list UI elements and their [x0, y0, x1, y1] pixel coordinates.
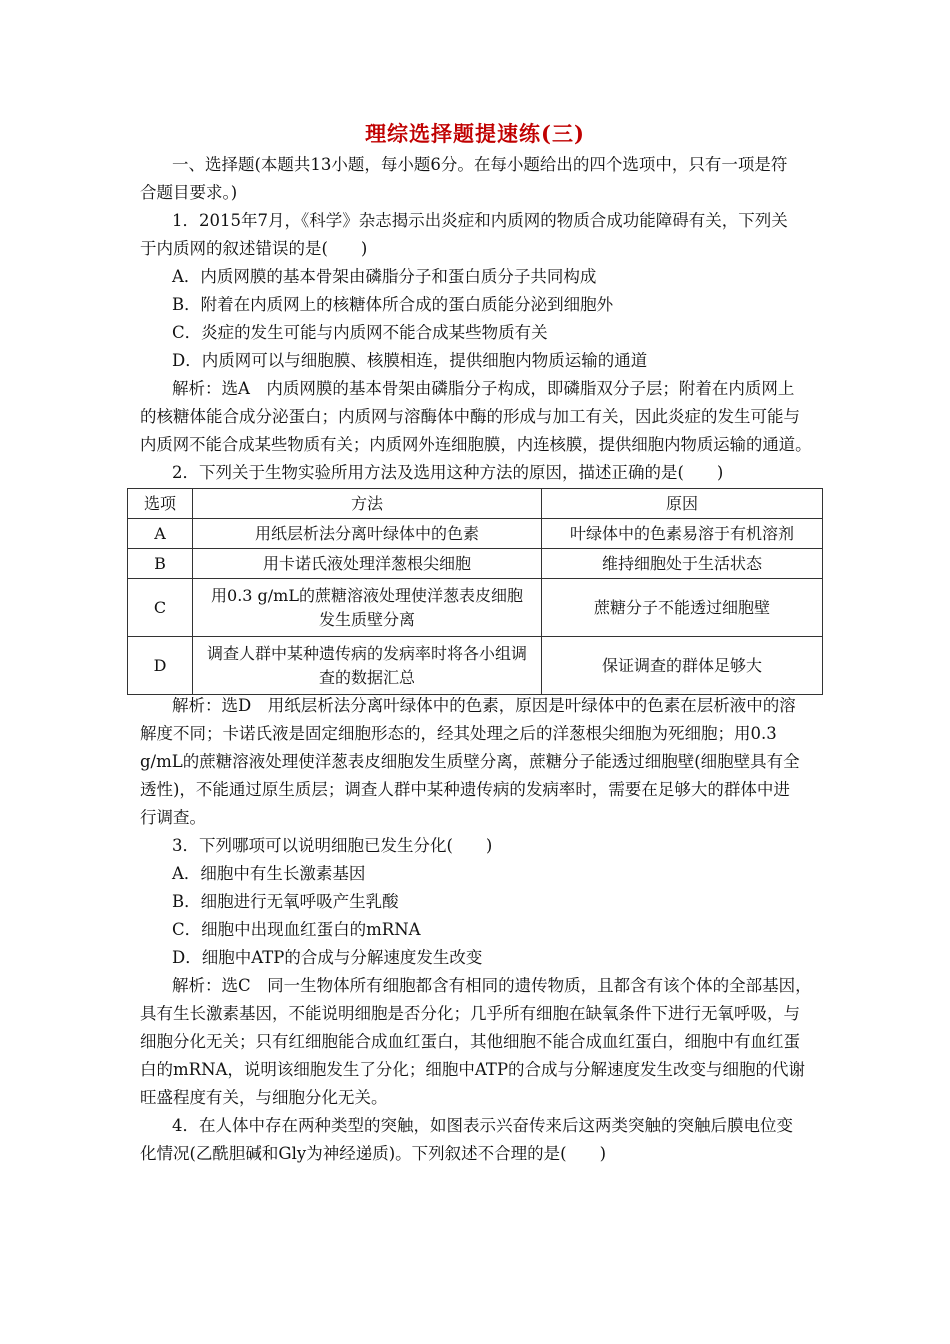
method-text: 查的数据汇总	[318, 667, 415, 687]
q1-option-c: C．炎症的发生可能与内质网不能合成某些物质有关	[172, 323, 548, 342]
method-text: 发生质壁分离	[318, 609, 415, 629]
table-header-reason: 原因	[542, 489, 823, 519]
table-row	[128, 637, 823, 695]
table-cell-reason: 蔗糖分子不能透过细胞壁	[542, 579, 823, 637]
q2-analysis-line: g/mL的蔗糖溶液处理使洋葱表皮细胞发生质壁分离，蔗糖分子能透过细胞壁(细胞壁具有全	[140, 752, 800, 771]
q1-stem-line: 于内质网的叙述错误的是( )	[140, 239, 368, 258]
q2-analysis-line: 行调查。	[140, 808, 206, 827]
q3-option-a: A．细胞中有生长激素基因	[172, 864, 366, 883]
method-text: 用0.3 g/mL的蔗糖溶液处理使洋葱表皮细胞	[211, 585, 523, 605]
table-header-option: 选项	[128, 489, 193, 519]
method-text: 调查人群中某种遗传病的发病率时将各小组调	[206, 643, 527, 663]
q3-option-b: B．细胞进行无氧呼吸产生乳酸	[172, 892, 399, 911]
table-cell-option: B	[128, 549, 193, 579]
q1-option-d: D．内质网可以与细胞膜、核膜相连，提供细胞内物质运输的通道	[172, 351, 648, 370]
table-header-method: 方法	[193, 489, 542, 519]
q2-analysis-line: 解析：选D 用纸层析法分离叶绿体中的色素，原因是叶绿体中的色素在层析液中的溶	[172, 696, 796, 715]
table-row	[128, 549, 823, 579]
method-text: 用卡诺氏液处理洋葱根尖细胞	[262, 553, 471, 573]
q1-option-b: B．附着在内质网上的核糖体所合成的蛋白质能分泌到细胞外	[172, 295, 614, 314]
q4-stem-line: 化情况(乙酰胆碱和Gly为神经递质)。下列叙述不合理的是( )	[140, 1144, 607, 1163]
q3-analysis-line: 解析：选C 同一生物体所有细胞都含有相同的遗传物质，且都含有该个体的全部基因，	[172, 976, 812, 995]
q2-table	[127, 488, 823, 695]
q4-stem-line: 4．在人体中存在两种类型的突触，如图表示兴奋传来后这两类突触的突触后膜电位变	[172, 1116, 793, 1135]
table-cell-method	[193, 519, 542, 549]
q1-stem-line: 1．2015年7月，《科学》杂志揭示出炎症和内质网的物质合成功能障碍有关，下列关	[172, 211, 788, 230]
q3-analysis-line: 白的mRNA，说明该细胞发生了分化；细胞中ATP的合成与分解速度发生改变与细胞的代谢	[140, 1060, 806, 1079]
q1-analysis-line: 解析：选A 内质网膜的基本骨架由磷脂分子构成，即磷脂双分子层；附着在内质网上	[172, 379, 795, 398]
q3-option-c: C．细胞中出现血红蛋白的mRNA	[172, 920, 421, 939]
q3-analysis-line: 旺盛程度有关，与细胞分化无关。	[140, 1088, 388, 1107]
table-cell-reason: 保证调查的群体足够大	[542, 637, 823, 695]
q3-analysis-line: 细胞分化无关；只有红细胞能合成血红蛋白，其他细胞不能合成血红蛋白，细胞中有血红蛋	[140, 1032, 800, 1051]
q3-stem: 3．下列哪项可以说明细胞已发生分化( )	[172, 836, 493, 855]
table-cell-option: D	[128, 637, 193, 695]
q2-analysis-line: 透性)，不能通过原生质层；调查人群中某种遗传病的发病率时，需要在足够大的群体中进	[140, 780, 790, 799]
q1-option-a: A．内质网膜的基本骨架由磷脂分子和蛋白质分子共同构成	[172, 267, 597, 286]
page-title: 理综选择题提速练(三)	[365, 121, 585, 146]
table-row	[128, 579, 823, 637]
table-cell-option: A	[128, 519, 193, 549]
table-cell-method	[193, 579, 542, 637]
q1-analysis-line: 的核糖体能合成分泌蛋白；内质网与溶酶体中酶的形成与加工有关，因此炎症的发生可能与	[140, 407, 800, 426]
table-cell-method	[193, 637, 542, 695]
q3-analysis-line: 具有生长激素基因，不能说明细胞是否分化；几乎所有细胞在缺氧条件下进行无氧呼吸，与	[140, 1004, 800, 1023]
table-cell-reason: 叶绿体中的色素易溶于有机溶剂	[542, 519, 823, 549]
section-intro-line: 合题目要求。)	[140, 183, 238, 202]
table-row	[128, 519, 823, 549]
table-cell-option: C	[128, 579, 193, 637]
q2-stem: 2．下列关于生物实验所用方法及选用这种方法的原因，描述正确的是( )	[172, 463, 724, 482]
q2-analysis-line: 解度不同；卡诺氏液是固定细胞形态的，经其处理之后的洋葱根尖细胞为死细胞；用0.3	[140, 724, 777, 743]
section-intro-line: 一、选择题(本题共13小题，每小题6分。在每小题给出的四个选项中，只有一项是符	[172, 155, 788, 174]
table-cell-reason: 维持细胞处于生活状态	[542, 549, 823, 579]
table-cell-method	[193, 549, 542, 579]
table-header-row	[128, 489, 823, 519]
q3-option-d: D．细胞中ATP的合成与分解速度发生改变	[172, 948, 483, 967]
q1-analysis-line: 内质网不能合成某些物质有关；内质网外连细胞膜，内连核膜，提供细胞内物质运输的通道。	[140, 435, 812, 454]
method-text: 用纸层析法分离叶绿体中的色素	[254, 523, 479, 543]
